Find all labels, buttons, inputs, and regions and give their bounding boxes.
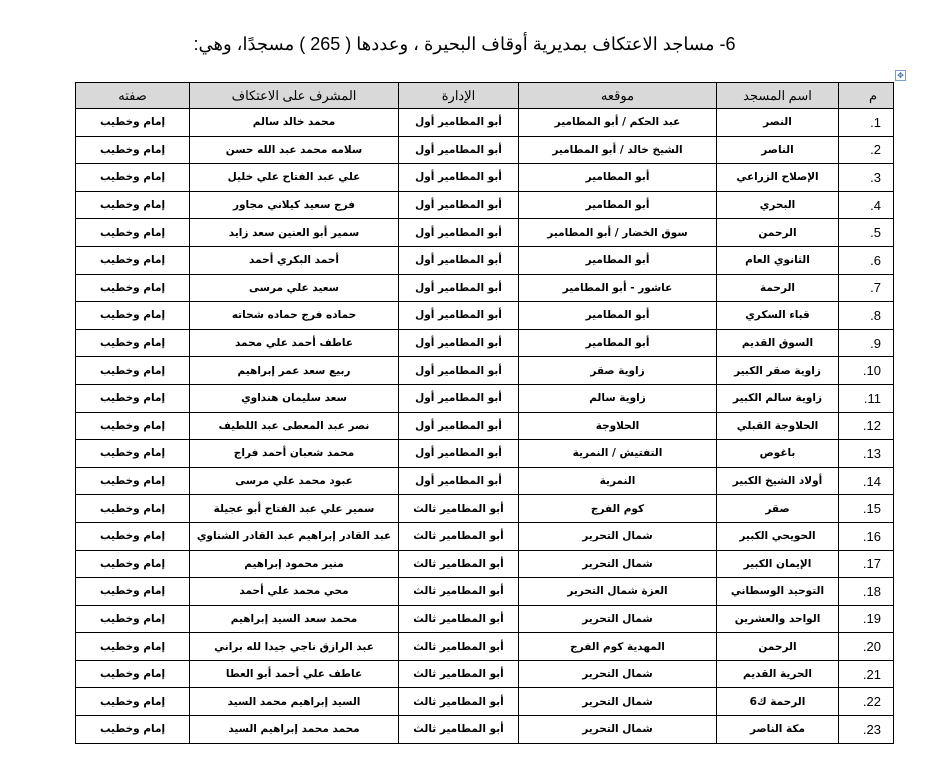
- table-row: [76, 219, 894, 247]
- cell-location: النمرية: [519, 467, 717, 495]
- cell-mosque-name: الواحد والعشرين: [717, 605, 839, 633]
- table-row: [76, 660, 894, 688]
- cell-role: إمام وخطيب: [76, 357, 190, 385]
- cell-mosque-name: زاوية صقر الكبير: [717, 357, 839, 385]
- cell-number: 8.: [839, 302, 894, 330]
- cell-administration: أبو المطامير ثالث: [399, 578, 519, 606]
- table-row: [76, 164, 894, 192]
- table-row: [76, 716, 894, 744]
- cell-role: إمام وخطيب: [76, 246, 190, 274]
- header-location: موقعه: [519, 83, 717, 109]
- cell-administration: أبو المطامير ثالث: [399, 495, 519, 523]
- cell-number: 11.: [839, 384, 894, 412]
- cell-mosque-name: الرحمن: [717, 219, 839, 247]
- cell-role: إمام وخطيب: [76, 467, 190, 495]
- cell-supervisor: محمد شعبان أحمد فراج: [190, 440, 399, 468]
- cell-role: إمام وخطيب: [76, 440, 190, 468]
- cell-administration: أبو المطامير ثالث: [399, 688, 519, 716]
- cell-mosque-name: الإصلاح الزراعي: [717, 164, 839, 192]
- cell-supervisor: عاطف أحمد علي محمد: [190, 329, 399, 357]
- header-administration: الإدارة: [399, 83, 519, 109]
- cell-administration: أبو المطامير أول: [399, 302, 519, 330]
- table-row: [76, 136, 894, 164]
- cell-location: العزة شمال التحرير: [519, 578, 717, 606]
- cell-number: 21.: [839, 660, 894, 688]
- cell-mosque-name: التوحيد الوسطاني: [717, 578, 839, 606]
- cell-administration: أبو المطامير ثالث: [399, 550, 519, 578]
- cell-location: التفتيش / النمرية: [519, 440, 717, 468]
- cell-number: 13.: [839, 440, 894, 468]
- table-move-handle-icon[interactable]: ✥: [895, 70, 906, 81]
- cell-number: 2.: [839, 136, 894, 164]
- cell-administration: أبو المطامير أول: [399, 136, 519, 164]
- table-row: [76, 633, 894, 661]
- cell-location: الحلاوجة: [519, 412, 717, 440]
- cell-supervisor: نصر عبد المعطى عبد اللطيف: [190, 412, 399, 440]
- header-number: م: [839, 83, 894, 109]
- cell-mosque-name: الإيمان الكبير: [717, 550, 839, 578]
- table-row: [76, 605, 894, 633]
- cell-administration: أبو المطامير ثالث: [399, 522, 519, 550]
- cell-role: إمام وخطيب: [76, 495, 190, 523]
- cell-role: إمام وخطيب: [76, 136, 190, 164]
- cell-mosque-name: مكة الناصر: [717, 716, 839, 744]
- cell-location: شمال التحرير: [519, 605, 717, 633]
- cell-administration: أبو المطامير ثالث: [399, 633, 519, 661]
- cell-administration: أبو المطامير أول: [399, 329, 519, 357]
- cell-role: إمام وخطيب: [76, 522, 190, 550]
- cell-number: 5.: [839, 219, 894, 247]
- cell-supervisor: عبود محمد علي مرسى: [190, 467, 399, 495]
- cell-supervisor: منير محمود إبراهيم: [190, 550, 399, 578]
- cell-mosque-name: قباء السكري: [717, 302, 839, 330]
- cell-role: إمام وخطيب: [76, 219, 190, 247]
- cell-role: إمام وخطيب: [76, 164, 190, 192]
- cell-location: عبد الحكم / أبو المطامير: [519, 109, 717, 137]
- table-row: [76, 550, 894, 578]
- cell-number: 12.: [839, 412, 894, 440]
- header-role: صفته: [76, 83, 190, 109]
- cell-administration: أبو المطامير أول: [399, 274, 519, 302]
- cell-role: إمام وخطيب: [76, 412, 190, 440]
- cell-location: شمال التحرير: [519, 550, 717, 578]
- table-row: [76, 302, 894, 330]
- table-row: [76, 191, 894, 219]
- cell-supervisor: ربيع سعد عمر إبراهيم: [190, 357, 399, 385]
- cell-supervisor: عاطف علي أحمد أبو العطا: [190, 660, 399, 688]
- table-row: [76, 688, 894, 716]
- cell-location: شمال التحرير: [519, 660, 717, 688]
- cell-number: 20.: [839, 633, 894, 661]
- cell-number: 9.: [839, 329, 894, 357]
- cell-number: 6.: [839, 246, 894, 274]
- cell-supervisor: محمد محمد إبراهيم السيد: [190, 716, 399, 744]
- cell-supervisor: علي عبد الفتاح علي خليل: [190, 164, 399, 192]
- cell-role: إمام وخطيب: [76, 716, 190, 744]
- cell-mosque-name: الثانوي العام: [717, 246, 839, 274]
- cell-location: شمال التحرير: [519, 688, 717, 716]
- cell-number: 4.: [839, 191, 894, 219]
- cell-number: 3.: [839, 164, 894, 192]
- table-row: [76, 412, 894, 440]
- cell-number: 17.: [839, 550, 894, 578]
- cell-supervisor: أحمد البكري أحمد: [190, 246, 399, 274]
- cell-mosque-name: الرحمة: [717, 274, 839, 302]
- cell-administration: أبو المطامير أول: [399, 440, 519, 468]
- cell-role: إمام وخطيب: [76, 633, 190, 661]
- cell-administration: أبو المطامير أول: [399, 219, 519, 247]
- cell-administration: أبو المطامير أول: [399, 412, 519, 440]
- table-row: [76, 329, 894, 357]
- cell-location: أبو المطامير: [519, 164, 717, 192]
- cell-number: 16.: [839, 522, 894, 550]
- cell-supervisor: محمد سعد السيد إبراهيم: [190, 605, 399, 633]
- cell-mosque-name: السوق القديم: [717, 329, 839, 357]
- cell-supervisor: محي محمد علي أحمد: [190, 578, 399, 606]
- cell-number: 23.: [839, 716, 894, 744]
- table-row: [76, 467, 894, 495]
- cell-administration: أبو المطامير أول: [399, 164, 519, 192]
- cell-mosque-name: زاوية سالم الكبير: [717, 384, 839, 412]
- table-row: [76, 246, 894, 274]
- cell-administration: أبو المطامير أول: [399, 357, 519, 385]
- cell-mosque-name: الرحمن: [717, 633, 839, 661]
- cell-number: 7.: [839, 274, 894, 302]
- cell-mosque-name: الرحمة ك6: [717, 688, 839, 716]
- cell-number: 1.: [839, 109, 894, 137]
- cell-mosque-name: الحرية القديم: [717, 660, 839, 688]
- cell-location: المهدية كوم الفرج: [519, 633, 717, 661]
- cell-role: إمام وخطيب: [76, 109, 190, 137]
- cell-location: أبو المطامير: [519, 246, 717, 274]
- header-mosque-name: اسم المسجد: [717, 83, 839, 109]
- table-row: [76, 578, 894, 606]
- cell-supervisor: سعد سليمان هنداوي: [190, 384, 399, 412]
- cell-role: إمام وخطيب: [76, 688, 190, 716]
- table-row: [76, 384, 894, 412]
- cell-location: كوم الفرج: [519, 495, 717, 523]
- cell-role: إمام وخطيب: [76, 660, 190, 688]
- cell-location: زاوية صقر: [519, 357, 717, 385]
- cell-administration: أبو المطامير أول: [399, 109, 519, 137]
- cell-mosque-name: الحويحي الكبير: [717, 522, 839, 550]
- cell-role: إمام وخطيب: [76, 384, 190, 412]
- cell-mosque-name: باغوص: [717, 440, 839, 468]
- cell-administration: أبو المطامير ثالث: [399, 716, 519, 744]
- cell-location: عاشور - أبو المطامير: [519, 274, 717, 302]
- cell-mosque-name: أولاد الشيخ الكبير: [717, 467, 839, 495]
- cell-supervisor: سمير علي عبد الفتاح أبو عجيلة: [190, 495, 399, 523]
- cell-supervisor: حماده فرج حماده شحاته: [190, 302, 399, 330]
- cell-administration: أبو المطامير أول: [399, 467, 519, 495]
- cell-role: إمام وخطيب: [76, 578, 190, 606]
- cell-role: إمام وخطيب: [76, 274, 190, 302]
- cell-location: أبو المطامير: [519, 302, 717, 330]
- cell-location: سوق الخضار / أبو المطامير: [519, 219, 717, 247]
- cell-location: زاوية سالم: [519, 384, 717, 412]
- cell-supervisor: عبد الرازق ناجي جيدا لله براني: [190, 633, 399, 661]
- cell-number: 18.: [839, 578, 894, 606]
- cell-administration: أبو المطامير أول: [399, 191, 519, 219]
- table-row: [76, 109, 894, 137]
- cell-location: شمال التحرير: [519, 716, 717, 744]
- cell-supervisor: محمد خالد سالم: [190, 109, 399, 137]
- cell-administration: أبو المطامير ثالث: [399, 605, 519, 633]
- cell-number: 15.: [839, 495, 894, 523]
- cell-role: إمام وخطيب: [76, 550, 190, 578]
- cell-administration: أبو المطامير ثالث: [399, 660, 519, 688]
- cell-mosque-name: صقر: [717, 495, 839, 523]
- cell-role: إمام وخطيب: [76, 329, 190, 357]
- cell-supervisor: سعيد علي مرسى: [190, 274, 399, 302]
- cell-number: 10.: [839, 357, 894, 385]
- cell-location: أبو المطامير: [519, 329, 717, 357]
- section-title: 6- مساجد الاعتكاف بمديرية أوقاف البحيرة ، وعددها ( 265 ) مسجدًا، وهي:: [193, 34, 736, 54]
- cell-mosque-name: البحري: [717, 191, 839, 219]
- cell-mosque-name: الناصر: [717, 136, 839, 164]
- mosques-table: [75, 82, 894, 744]
- cell-role: إمام وخطيب: [76, 302, 190, 330]
- cell-location: أبو المطامير: [519, 191, 717, 219]
- cell-number: 22.: [839, 688, 894, 716]
- table-header-row: [76, 83, 894, 109]
- cell-mosque-name: النصر: [717, 109, 839, 137]
- cell-supervisor: سمير أبو العنين سعد زايد: [190, 219, 399, 247]
- cell-administration: أبو المطامير أول: [399, 384, 519, 412]
- cell-location: شمال التحرير: [519, 522, 717, 550]
- cell-number: 19.: [839, 605, 894, 633]
- cell-supervisor: فرج سعيد كيلاني مجاور: [190, 191, 399, 219]
- cell-number: 14.: [839, 467, 894, 495]
- table-row: [76, 440, 894, 468]
- cell-administration: أبو المطامير أول: [399, 246, 519, 274]
- table-row: [76, 357, 894, 385]
- cell-mosque-name: الحلاوجة القبلي: [717, 412, 839, 440]
- cell-supervisor: سلامه محمد عبد الله حسن: [190, 136, 399, 164]
- table-row: [76, 274, 894, 302]
- table-row: [76, 495, 894, 523]
- cell-supervisor: السيد إبراهيم محمد السيد: [190, 688, 399, 716]
- cell-role: إمام وخطيب: [76, 605, 190, 633]
- cell-supervisor: عبد القادر إبراهيم عبد القادر الشناوي: [190, 522, 399, 550]
- cell-role: إمام وخطيب: [76, 191, 190, 219]
- header-supervisor: المشرف على الاعتكاف: [190, 83, 399, 109]
- cell-location: الشيخ خالد / أبو المطامير: [519, 136, 717, 164]
- table-row: [76, 522, 894, 550]
